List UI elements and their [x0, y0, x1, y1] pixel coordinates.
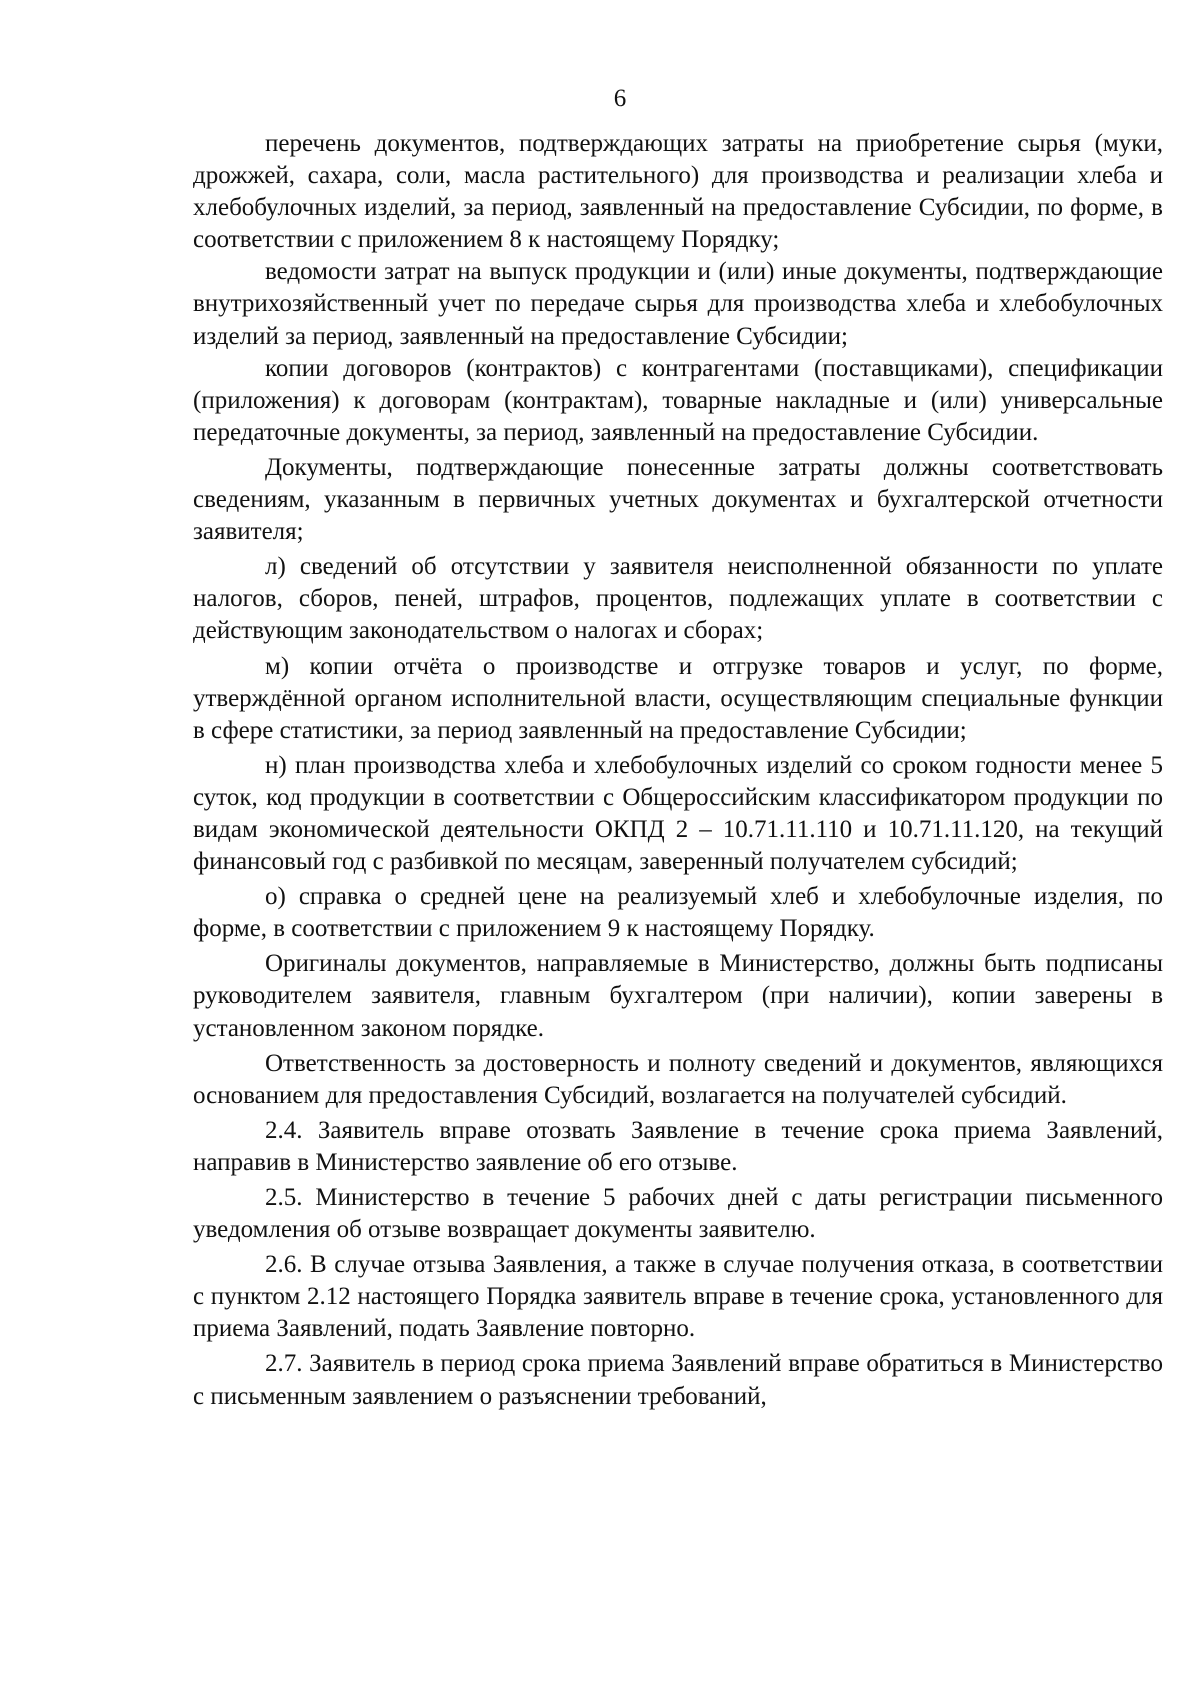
page-number: 6: [613, 85, 627, 112]
paragraph-2-5: 2.5. Министерство в течение 5 рабочих дней с даты регистрации письменного уведомления об отзыве возвращает документы заявителю.: [193, 1184, 1163, 1244]
paragraph-item-o: о) справка о средней цене на реализуемый хлеб и хлебобулочные изделия, по форме, в соответствии с приложением 9 к настоящему Порядку.: [193, 883, 1163, 943]
paragraph-item-n: н) план производства хлеба и хлебобулочных изделий со сроком годности менее 5 суток, код продукции в соответствии с Общероссийским классификатором продукции по видам экономической деятельности ОКПД 2 – 10.71.11.110 и 10.71.11.120, на текущий финансовый год с разбивкой по месяцам, заверенный получателем субсидий;: [193, 751, 1163, 876]
paragraph-item-l: л) сведений об отсутствии у заявителя неисполненной обязанности по уплате налогов, сборов, пеней, штрафов, процентов, подлежащих уплате в соответствии с действующим законодательством о налогах и сборах;: [193, 553, 1163, 645]
paragraph-responsibility: Ответственность за достоверность и полноту сведений и документов, являющихся основанием для предоставления Субсидий, возлагается на получателей субсидий.: [193, 1049, 1163, 1109]
paragraph-contract-copies: копии договоров (контрактов) с контрагентами (поставщиками), спецификации (приложения) к договорам (контрактам), товарные накладные и (или) универсальные передаточные документы, за период, заявленный на предоставление Субсидии.: [193, 354, 1163, 446]
paragraph-cost-statements: ведомости затрат на выпуск продукции и (или) иные документы, подтверждающие внутрихозяйственный учет по передаче сырья для производства хлеба и хлебобулочных изделий за период, заявленный на предоставление Субсидии;: [193, 258, 1163, 350]
paragraph-2-6: 2.6. В случае отзыва Заявления, а также в случае получения отказа, в соответствии с пунктом 2.12 настоящего Порядка заявитель вправе в течение срока, установленного для приема Заявлений, подать Заявление повторно.: [193, 1251, 1163, 1343]
paragraph-2-7: 2.7. Заявитель в период срока приема Заявлений вправе обратиться в Министерство с письменным заявлением о разъяснении требований,: [193, 1350, 1163, 1410]
paragraph-cost-documents-list: перечень документов, подтверждающих затраты на приобретение сырья (муки, дрожжей, сахара, соли, масла растительного) для производства и реализации хлеба и хлебобулочных изделий, за период, заявленный на предоставление Субсидии, по форме, в соответствии с приложением 8 к настоящему Порядку;: [193, 130, 1163, 254]
paragraph-documents-compliance: Документы, подтверждающие понесенные затраты должны соответствовать сведениям, указанным в первичных учетных документах и бухгалтерской отчетности заявителя;: [193, 453, 1163, 546]
paragraph-item-m: м) копии отчёта о производстве и отгрузке товаров и услуг, по форме, утверждённой органом исполнительной власти, осуществляющим специальные функции в сфере статистики, за период заявленный на предоставление Субсидии;: [193, 652, 1163, 744]
paragraph-originals-signing: Оригиналы документов, направляемые в Министерство, должны быть подписаны руководителем заявителя, главным бухгалтером (при наличии), копии заверены в установленном законом порядке.: [193, 950, 1163, 1042]
document-body: [193, 128, 1163, 1413]
paragraph-2-4: 2.4. Заявитель вправе отозвать Заявление в течение срока приема Заявлений, направив в Министерство заявление об его отзыве.: [193, 1116, 1163, 1176]
